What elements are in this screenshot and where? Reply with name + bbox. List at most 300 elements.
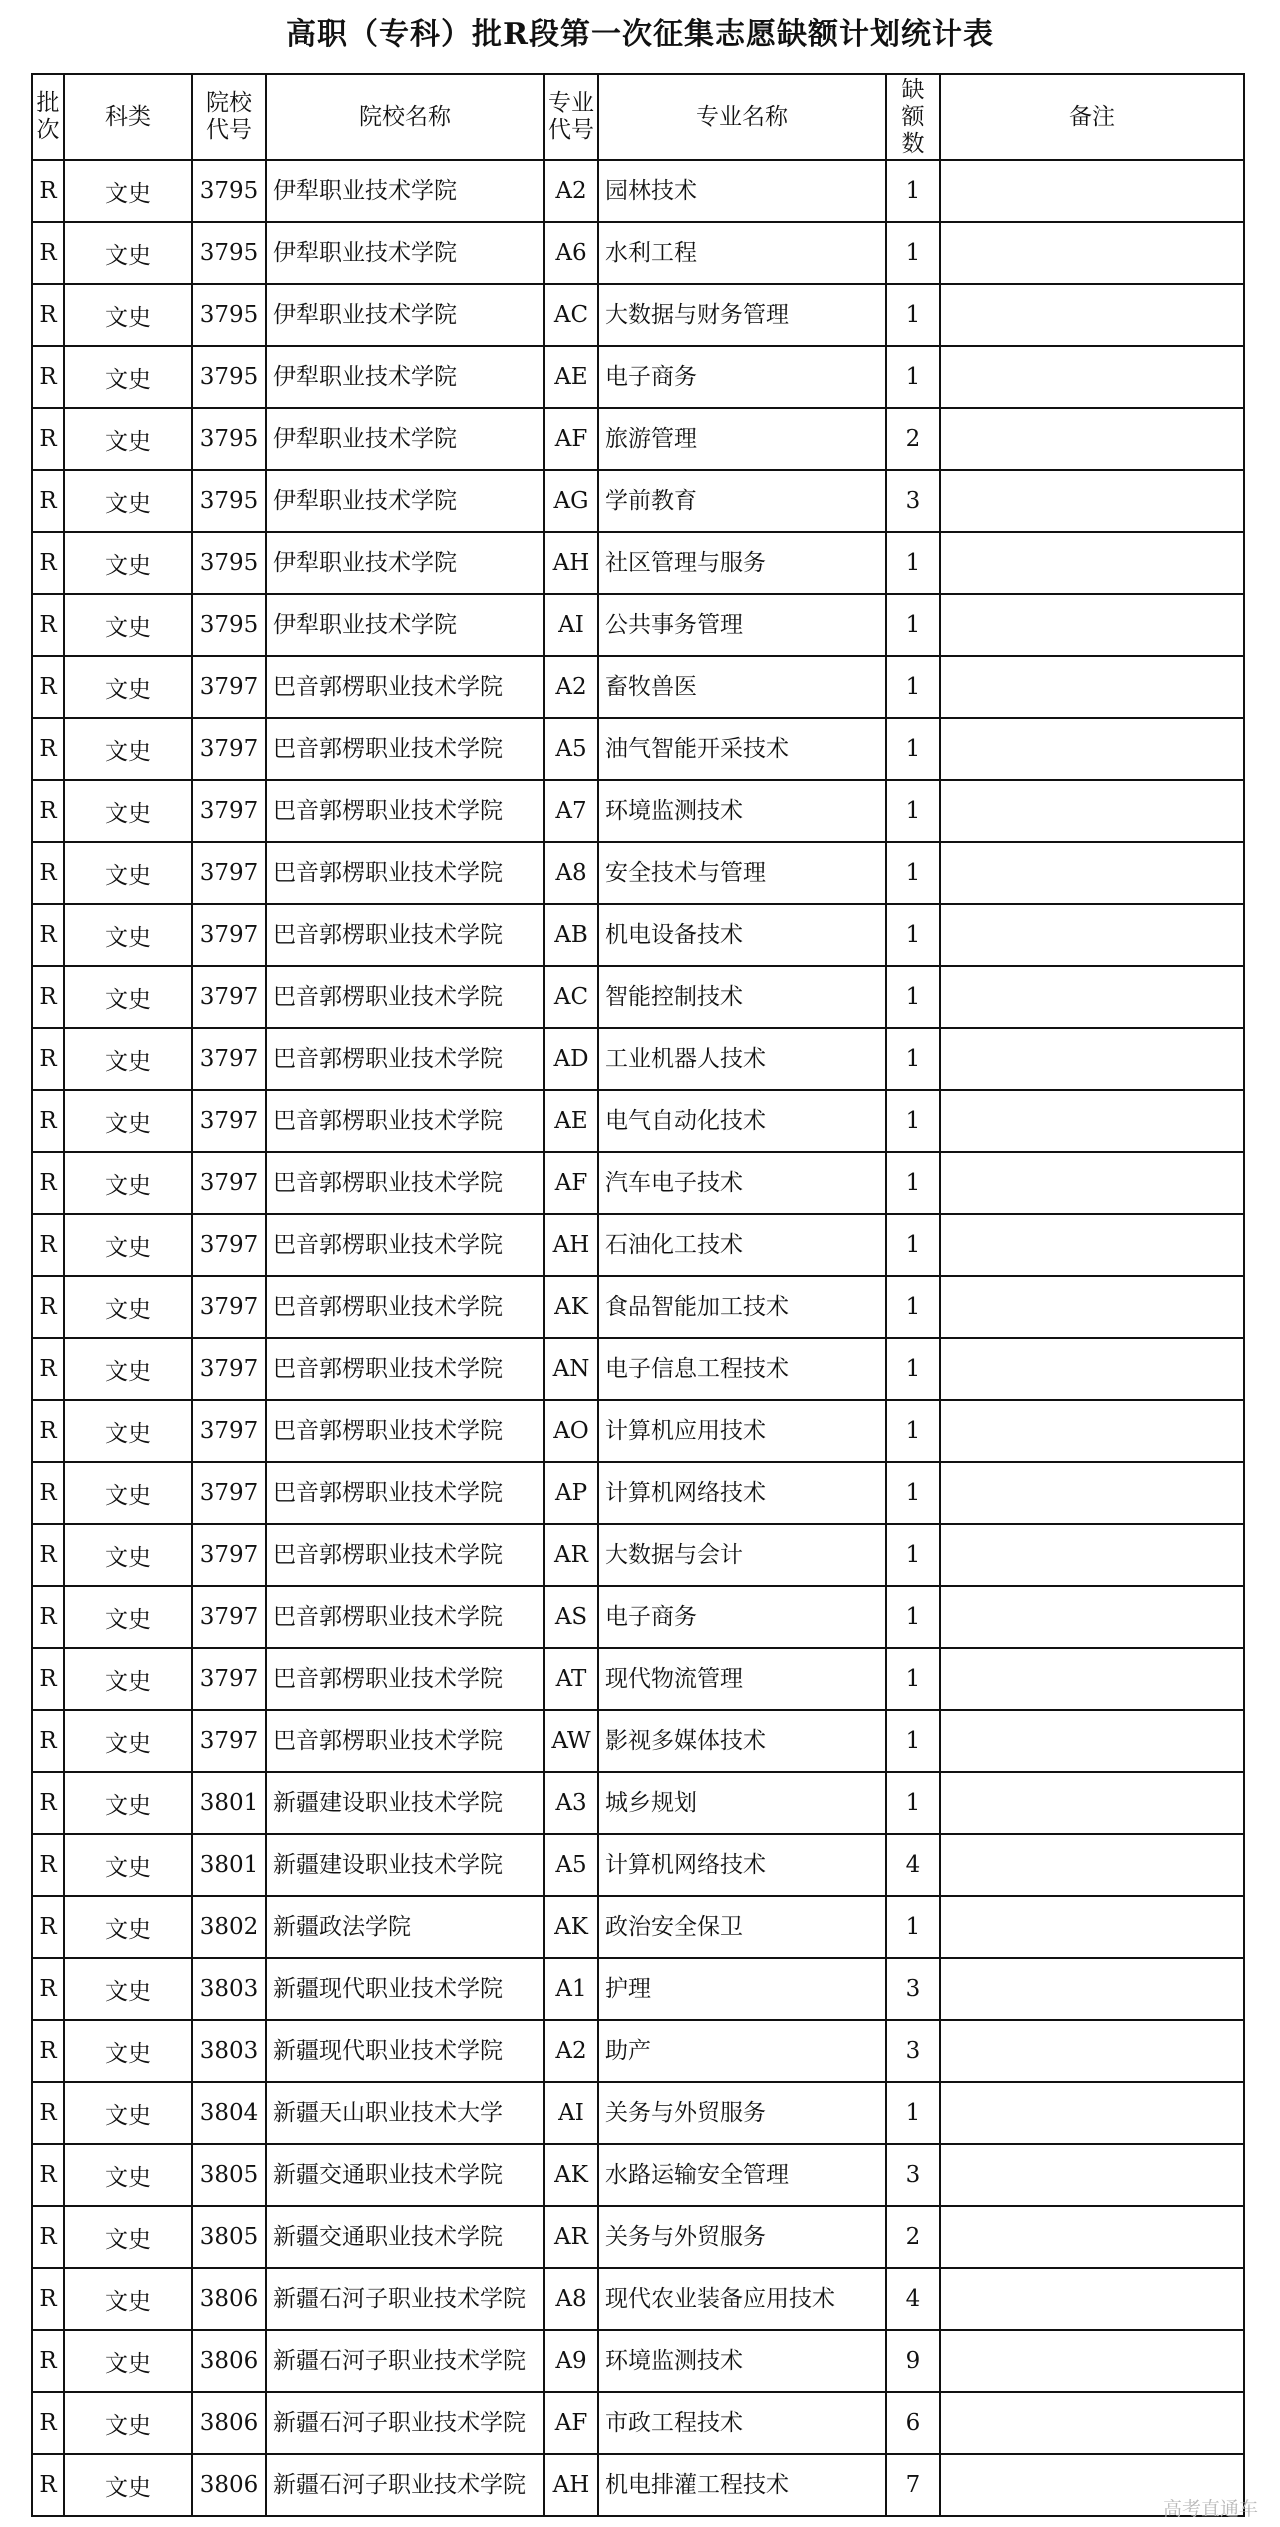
cell-school-name	[266, 408, 544, 470]
cell-note	[940, 1214, 1244, 1276]
cell-school-name	[266, 780, 544, 842]
header-school-code	[192, 74, 266, 160]
cell-major-code: AF	[544, 408, 598, 470]
cell-batch: R	[32, 904, 64, 966]
cell-school-name	[266, 842, 544, 904]
cell-major-name: 环境监测技术	[598, 780, 886, 842]
table-row	[32, 1152, 1244, 1214]
cell-count: 1	[886, 2082, 940, 2144]
cell-major-code: AB	[544, 904, 598, 966]
cell-count: 3	[886, 1958, 940, 2020]
cell-major-code: A9	[544, 2330, 598, 2392]
table-body	[32, 160, 1244, 2516]
cell-school-name	[266, 1896, 544, 1958]
cell-batch: R	[32, 2020, 64, 2082]
cell-school-code: 3806	[192, 2330, 266, 2392]
cell-subject: 文史	[64, 1090, 192, 1152]
cell-major-code: AN	[544, 1338, 598, 1400]
cell-major-code: AR	[544, 2206, 598, 2268]
header-major-code	[544, 74, 598, 160]
table-row	[32, 470, 1244, 532]
table-row	[32, 1276, 1244, 1338]
cell-major-code: A5	[544, 718, 598, 780]
cell-major-name: 社区管理与服务	[598, 532, 886, 594]
cell-note	[940, 2392, 1244, 2454]
school-name-text: 伊犁职业技术学院	[273, 178, 457, 204]
cell-count: 4	[886, 1834, 940, 1896]
cell-major-code: AK	[544, 1896, 598, 1958]
cell-count: 3	[886, 2020, 940, 2082]
school-name-text: 新疆现代职业技术学院	[273, 2038, 503, 2064]
cell-school-name	[266, 966, 544, 1028]
cell-note	[940, 1276, 1244, 1338]
cell-note	[940, 1834, 1244, 1896]
cell-subject: 文史	[64, 2330, 192, 2392]
cell-count: 1	[886, 904, 940, 966]
table-row	[32, 1648, 1244, 1710]
cell-school-name	[266, 160, 544, 222]
table-row	[32, 222, 1244, 284]
cell-major-code: AC	[544, 966, 598, 1028]
cell-count: 1	[886, 1648, 940, 1710]
cell-major-name: 现代物流管理	[598, 1648, 886, 1710]
cell-subject: 文史	[64, 1834, 192, 1896]
cell-batch: R	[32, 780, 64, 842]
cell-batch: R	[32, 966, 64, 1028]
cell-count: 9	[886, 2330, 940, 2392]
cell-school-code: 3797	[192, 1090, 266, 1152]
school-name-text: 新疆天山职业技术大学	[273, 2100, 503, 2126]
table-row	[32, 1586, 1244, 1648]
cell-subject: 文史	[64, 718, 192, 780]
cell-school-name	[266, 1214, 544, 1276]
cell-batch: R	[32, 1338, 64, 1400]
cell-school-name	[266, 904, 544, 966]
cell-school-name	[266, 2330, 544, 2392]
table-row	[32, 656, 1244, 718]
table-row	[32, 2392, 1244, 2454]
cell-school-name	[266, 1524, 544, 1586]
school-name-text: 伊犁职业技术学院	[273, 426, 457, 452]
cell-count: 1	[886, 966, 940, 1028]
cell-school-code: 3803	[192, 1958, 266, 2020]
cell-subject: 文史	[64, 2392, 192, 2454]
cell-school-code: 3797	[192, 780, 266, 842]
table-row	[32, 1524, 1244, 1586]
cell-school-name	[266, 1028, 544, 1090]
cell-batch: R	[32, 842, 64, 904]
cell-school-code: 3806	[192, 2268, 266, 2330]
cell-note	[940, 656, 1244, 718]
cell-school-code: 3802	[192, 1896, 266, 1958]
cell-batch: R	[32, 718, 64, 780]
cell-note	[940, 1400, 1244, 1462]
cell-major-code: AH	[544, 2454, 598, 2516]
cell-major-code: A3	[544, 1772, 598, 1834]
cell-school-name	[266, 656, 544, 718]
cell-count: 1	[886, 1524, 940, 1586]
cell-school-code: 3801	[192, 1772, 266, 1834]
school-name-text: 新疆石河子职业技术学院	[273, 2410, 526, 2436]
cell-major-name: 影视多媒体技术	[598, 1710, 886, 1772]
cell-school-code: 3797	[192, 1648, 266, 1710]
table-row	[32, 2454, 1244, 2516]
table-row	[32, 966, 1244, 1028]
school-name-text: 巴音郭楞职业技术学院	[273, 984, 503, 1010]
table-row	[32, 1214, 1244, 1276]
school-name-text: 新疆现代职业技术学院	[273, 1976, 503, 2002]
cell-major-name: 助产	[598, 2020, 886, 2082]
cell-subject: 文史	[64, 284, 192, 346]
cell-major-name: 油气智能开采技术	[598, 718, 886, 780]
cell-batch: R	[32, 1462, 64, 1524]
cell-major-name: 汽车电子技术	[598, 1152, 886, 1214]
cell-subject: 文史	[64, 2144, 192, 2206]
cell-count: 1	[886, 1276, 940, 1338]
cell-batch: R	[32, 222, 64, 284]
cell-count: 1	[886, 780, 940, 842]
cell-major-code: AF	[544, 2392, 598, 2454]
school-name-text: 巴音郭楞职业技术学院	[273, 1170, 503, 1196]
table-row	[32, 842, 1244, 904]
cell-major-code: AC	[544, 284, 598, 346]
cell-major-code: AI	[544, 594, 598, 656]
cell-count: 1	[886, 160, 940, 222]
table-row	[32, 2206, 1244, 2268]
cell-note	[940, 1710, 1244, 1772]
cell-major-code: AD	[544, 1028, 598, 1090]
page-title: 高职（专科）批R段第一次征集志愿缺额计划统计表	[286, 17, 994, 52]
cell-school-name	[266, 1152, 544, 1214]
school-name-text: 伊犁职业技术学院	[273, 488, 457, 514]
cell-major-name: 水利工程	[598, 222, 886, 284]
cell-school-code: 3797	[192, 842, 266, 904]
cell-school-name	[266, 1462, 544, 1524]
header-major-name: 专业名称	[598, 74, 886, 160]
cell-school-code: 3797	[192, 1400, 266, 1462]
cell-major-code: AH	[544, 1214, 598, 1276]
cell-note	[940, 1028, 1244, 1090]
cell-batch: R	[32, 656, 64, 718]
table-row	[32, 1338, 1244, 1400]
cell-major-code: A6	[544, 222, 598, 284]
cell-batch: R	[32, 1276, 64, 1338]
table-row	[32, 532, 1244, 594]
cell-count: 1	[886, 1772, 940, 1834]
school-name-text: 新疆建设职业技术学院	[273, 1852, 503, 1878]
cell-major-name: 公共事务管理	[598, 594, 886, 656]
cell-subject: 文史	[64, 966, 192, 1028]
table-row	[32, 2082, 1244, 2144]
cell-school-code: 3803	[192, 2020, 266, 2082]
cell-subject: 文史	[64, 1896, 192, 1958]
school-name-text: 巴音郭楞职业技术学院	[273, 1542, 503, 1568]
cell-subject: 文史	[64, 2020, 192, 2082]
cell-school-name	[266, 1710, 544, 1772]
cell-school-code: 3795	[192, 594, 266, 656]
cell-school-code: 3797	[192, 1152, 266, 1214]
school-name-text: 巴音郭楞职业技术学院	[273, 736, 503, 762]
cell-count: 1	[886, 222, 940, 284]
cell-note	[940, 2082, 1244, 2144]
cell-major-name: 电子信息工程技术	[598, 1338, 886, 1400]
header-major-code-label: 专业代号	[548, 90, 594, 143]
cell-school-name	[266, 1586, 544, 1648]
cell-note	[940, 284, 1244, 346]
cell-note	[940, 532, 1244, 594]
cell-school-code: 3795	[192, 346, 266, 408]
table-row	[32, 1710, 1244, 1772]
cell-batch: R	[32, 2082, 64, 2144]
school-name-text: 巴音郭楞职业技术学院	[273, 1418, 503, 1444]
cell-major-name: 机电排灌工程技术	[598, 2454, 886, 2516]
header-batch-label: 批次	[36, 90, 60, 143]
cell-batch: R	[32, 1028, 64, 1090]
cell-note	[940, 1896, 1244, 1958]
cell-note	[940, 842, 1244, 904]
cell-school-code: 3797	[192, 1028, 266, 1090]
table-row	[32, 1400, 1244, 1462]
table-row	[32, 780, 1244, 842]
cell-school-name	[266, 1834, 544, 1896]
cell-batch: R	[32, 532, 64, 594]
table-row	[32, 408, 1244, 470]
cell-batch: R	[32, 1586, 64, 1648]
cell-major-name: 环境监测技术	[598, 2330, 886, 2392]
cell-subject: 文史	[64, 1276, 192, 1338]
cell-school-code: 3797	[192, 1338, 266, 1400]
table-row	[32, 284, 1244, 346]
school-name-text: 巴音郭楞职业技术学院	[273, 860, 503, 886]
cell-note	[940, 346, 1244, 408]
cell-batch: R	[32, 2144, 64, 2206]
cell-major-code: AK	[544, 1276, 598, 1338]
cell-subject: 文史	[64, 904, 192, 966]
table-header-row	[32, 74, 1244, 160]
table-row	[32, 1028, 1244, 1090]
cell-school-name	[266, 1958, 544, 2020]
school-name-text: 巴音郭楞职业技术学院	[273, 1666, 503, 1692]
cell-school-code: 3801	[192, 1834, 266, 1896]
cell-major-code: AP	[544, 1462, 598, 1524]
school-name-text: 新疆交通职业技术学院	[273, 2224, 503, 2250]
cell-major-code: AS	[544, 1586, 598, 1648]
cell-subject: 文史	[64, 346, 192, 408]
header-count	[886, 74, 940, 160]
cell-school-name	[266, 222, 544, 284]
cell-batch: R	[32, 1648, 64, 1710]
cell-batch: R	[32, 408, 64, 470]
cell-school-code: 3797	[192, 966, 266, 1028]
cell-batch: R	[32, 1152, 64, 1214]
cell-major-code: A8	[544, 842, 598, 904]
cell-major-name: 计算机网络技术	[598, 1834, 886, 1896]
table-row	[32, 1462, 1244, 1524]
cell-subject: 文史	[64, 222, 192, 284]
cell-school-name	[266, 1648, 544, 1710]
cell-count: 1	[886, 346, 940, 408]
cell-school-code: 3797	[192, 1524, 266, 1586]
cell-note	[940, 966, 1244, 1028]
cell-major-code: A7	[544, 780, 598, 842]
cell-subject: 文史	[64, 1462, 192, 1524]
cell-note	[940, 2020, 1244, 2082]
cell-major-name: 园林技术	[598, 160, 886, 222]
header-school-name: 院校名称	[266, 74, 544, 160]
cell-count: 1	[886, 594, 940, 656]
cell-school-code: 3795	[192, 470, 266, 532]
cell-school-name	[266, 2020, 544, 2082]
cell-count: 1	[886, 1214, 940, 1276]
cell-major-name: 安全技术与管理	[598, 842, 886, 904]
header-count-label: 缺额数	[901, 76, 925, 157]
cell-major-code: A1	[544, 1958, 598, 2020]
cell-school-name	[266, 284, 544, 346]
cell-school-name	[266, 1276, 544, 1338]
cell-school-code: 3797	[192, 1586, 266, 1648]
school-name-text: 巴音郭楞职业技术学院	[273, 1728, 503, 1754]
cell-count: 1	[886, 1586, 940, 1648]
school-name-text: 巴音郭楞职业技术学院	[273, 1480, 503, 1506]
school-name-text: 伊犁职业技术学院	[273, 364, 457, 390]
school-name-text: 巴音郭楞职业技术学院	[273, 1108, 503, 1134]
cell-batch: R	[32, 1090, 64, 1152]
cell-note	[940, 1648, 1244, 1710]
school-name-text: 新疆交通职业技术学院	[273, 2162, 503, 2188]
cell-count: 6	[886, 2392, 940, 2454]
cell-batch: R	[32, 2268, 64, 2330]
school-name-text: 伊犁职业技术学院	[273, 550, 457, 576]
cell-school-name	[266, 532, 544, 594]
cell-batch: R	[32, 2330, 64, 2392]
cell-note	[940, 1462, 1244, 1524]
cell-count: 1	[886, 1338, 940, 1400]
cell-major-code: AW	[544, 1710, 598, 1772]
cell-major-name: 电子商务	[598, 1586, 886, 1648]
cell-count: 1	[886, 1152, 940, 1214]
table-row	[32, 904, 1244, 966]
school-name-text: 新疆政法学院	[273, 1914, 411, 1940]
cell-note	[940, 1524, 1244, 1586]
cell-major-code: AE	[544, 1090, 598, 1152]
cell-subject: 文史	[64, 1958, 192, 2020]
cell-school-code: 3797	[192, 1710, 266, 1772]
school-name-text: 新疆石河子职业技术学院	[273, 2472, 526, 2498]
header-subject: 科类	[64, 74, 192, 160]
cell-major-code: A5	[544, 1834, 598, 1896]
school-name-text: 新疆石河子职业技术学院	[273, 2286, 526, 2312]
table-row	[32, 2144, 1244, 2206]
school-name-text: 巴音郭楞职业技术学院	[273, 1356, 503, 1382]
cell-major-name: 市政工程技术	[598, 2392, 886, 2454]
cell-batch: R	[32, 2206, 64, 2268]
cell-count: 1	[886, 656, 940, 718]
school-name-text: 巴音郭楞职业技术学院	[273, 674, 503, 700]
cell-school-code: 3795	[192, 408, 266, 470]
cell-batch: R	[32, 1834, 64, 1896]
cell-subject: 文史	[64, 656, 192, 718]
cell-major-code: A2	[544, 656, 598, 718]
school-name-text: 新疆石河子职业技术学院	[273, 2348, 526, 2374]
cell-note	[940, 1586, 1244, 1648]
cell-batch: R	[32, 160, 64, 222]
cell-major-name: 电气自动化技术	[598, 1090, 886, 1152]
cell-major-name: 关务与外贸服务	[598, 2206, 886, 2268]
cell-subject: 文史	[64, 1338, 192, 1400]
cell-school-code: 3795	[192, 160, 266, 222]
cell-note	[940, 160, 1244, 222]
cell-note	[940, 2268, 1244, 2330]
cell-school-code: 3797	[192, 656, 266, 718]
cell-note	[940, 1090, 1244, 1152]
header-batch	[32, 74, 64, 160]
header-note: 备注	[940, 74, 1244, 160]
cell-subject: 文史	[64, 780, 192, 842]
cell-batch: R	[32, 594, 64, 656]
cell-subject: 文史	[64, 1524, 192, 1586]
cell-major-name: 电子商务	[598, 346, 886, 408]
table-row	[32, 2330, 1244, 2392]
cell-batch: R	[32, 1896, 64, 1958]
cell-subject: 文史	[64, 842, 192, 904]
cell-note	[940, 718, 1244, 780]
cell-subject: 文史	[64, 1648, 192, 1710]
cell-subject: 文史	[64, 532, 192, 594]
cell-count: 1	[886, 842, 940, 904]
school-name-text: 巴音郭楞职业技术学院	[273, 1294, 503, 1320]
table-row	[32, 2268, 1244, 2330]
cell-major-name: 城乡规划	[598, 1772, 886, 1834]
table-row	[32, 1834, 1244, 1896]
cell-major-code: AF	[544, 1152, 598, 1214]
cell-school-name	[266, 2392, 544, 2454]
cell-major-code: AR	[544, 1524, 598, 1586]
cell-school-code: 3795	[192, 284, 266, 346]
school-name-text: 巴音郭楞职业技术学院	[273, 1604, 503, 1630]
cell-major-name: 计算机网络技术	[598, 1462, 886, 1524]
header-school-code-label: 院校代号	[206, 90, 252, 143]
cell-subject: 文史	[64, 2082, 192, 2144]
cell-subject: 文史	[64, 1214, 192, 1276]
table-row	[32, 2020, 1244, 2082]
cell-batch: R	[32, 284, 64, 346]
cell-batch: R	[32, 1958, 64, 2020]
cell-major-name: 学前教育	[598, 470, 886, 532]
cell-count: 1	[886, 718, 940, 780]
cell-count: 1	[886, 1028, 940, 1090]
cell-major-name: 畜牧兽医	[598, 656, 886, 718]
school-name-text: 巴音郭楞职业技术学院	[273, 798, 503, 824]
cell-subject: 文史	[64, 1028, 192, 1090]
school-name-text: 伊犁职业技术学院	[273, 302, 457, 328]
cell-major-code: A2	[544, 160, 598, 222]
table-row	[32, 1090, 1244, 1152]
cell-major-name: 工业机器人技术	[598, 1028, 886, 1090]
cell-school-name	[266, 1772, 544, 1834]
cell-count: 1	[886, 1400, 940, 1462]
cell-major-name: 食品智能加工技术	[598, 1276, 886, 1338]
cell-school-code: 3806	[192, 2454, 266, 2516]
table-row	[32, 594, 1244, 656]
cell-school-name	[266, 470, 544, 532]
cell-school-name	[266, 1090, 544, 1152]
school-name-text: 新疆建设职业技术学院	[273, 1790, 503, 1816]
cell-count: 7	[886, 2454, 940, 2516]
cell-note	[940, 780, 1244, 842]
school-name-text: 巴音郭楞职业技术学院	[273, 1046, 503, 1072]
cell-note	[940, 408, 1244, 470]
cell-count: 1	[886, 1710, 940, 1772]
